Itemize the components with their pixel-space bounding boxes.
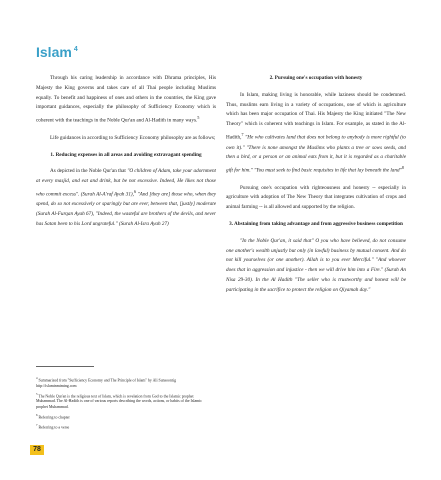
footnote-text: Referring to a verse: [38, 425, 70, 430]
page-number: 78: [33, 446, 41, 453]
footnote-item: [36, 413, 214, 421]
section-title: [36, 44, 78, 60]
title-footnote-ref: 4: [73, 46, 78, 54]
footnotes: [36, 376, 214, 433]
hadith-quote: "He who cultivates land that does not belong to anybody is more rightful (to own it)." "There is none amongst the Muslims who plants a tree or sows seeds, and then a bird, or a person or an animal eats from it, but it is regarded as a charitable gift for him." "You must seek to find basic requisites in life that lay beneath the land": [226, 134, 407, 174]
footnote-item: [36, 392, 214, 411]
paragraph-guidance: Life guidances in according to Sufficiency Economy philosophy are as follows;: [50, 134, 216, 141]
footnote-text: The Noble Qur'an is the religious text of Islam, which is revelation from God to the Islamic prophet Muhammad. The Al-Hadith is one of various reports describing the words, actions, or habits of the Islamic prophet Muhammad.: [36, 393, 203, 409]
paragraph-intro-text: Through his caring leadership in accordance with Dhrama principles, His Majesty the King governs and takes care of all Thai people including Muslims equally. To benefit and happiness of ones and others in the countries, the King gave important guidances, especially the philosophy of Sufficiency Economy which is coherent with the teachings in the Noble Qur'an and Al-Hadith in many ways.: [36, 75, 216, 124]
quote-text: "O children of Adam, take your adornment at every masjid, and eat and drink, but be not excessive. Indeed, He likes not those who commit excess". (Surah Al-A'raf Ayah 31),: [36, 168, 216, 198]
left-column: [36, 74, 216, 237]
heading-abstaining: 3. Abstaining from taking advantage and from aggressive business competition: [229, 221, 403, 228]
footnote-divider: [36, 366, 94, 367]
quote-text-2: "And [they are] those who, when they spend, do so not excessively or sparingly but are ever, between that, [justly] moderate (Surah Al-Furqan Ayah 67), "Indeed, the wasteful are brothers of the devils, and never has Satan been to his Lord ungrateful." (Surah Al-Isra Ayah 27): [36, 191, 217, 228]
footnote-number: 7: [36, 422, 38, 427]
paragraph-occupation: [226, 91, 406, 177]
footnote-ref: 7: [241, 131, 244, 137]
quote-lead: As depicted in the Noble Qur'an that: [50, 168, 126, 175]
right-column: [226, 74, 406, 303]
footnote-ref: 5: [197, 115, 200, 121]
footnote-text: Referring to chapter: [38, 414, 70, 419]
footnote-item: [36, 423, 214, 431]
heading-occupation-honesty: 2. Pursuing one's occupation with honesty: [269, 75, 363, 81]
footnote-number: 4: [36, 376, 38, 380]
footnote-number: 5: [36, 391, 38, 396]
paragraph-nisa-quote: "In the Noble Qur'an, it said that" O you who have believed, do not consume one another's wealth unjustly but only (in lawful) business by mutual consent. And do not kill yourselves (or one another). Allah is to you ever Merciful." "And whoever does that in aggression and injustice - then we will drive him into a Fire." (Surah An Nisa 29-30). In the Al Hadith "The seller who is trustworthy and honest will be participating in the sacrifice to protect the religion on Qiyamah day.": [226, 237, 406, 293]
paragraph-quran-quote: [36, 167, 216, 230]
paragraph-occupation-text: In Islam, making living is honorable, while laziness should be condemned. Thus, muslims earn living in a variety of occupations, one of which is agriculture which has been major occupation of Thai. His Majesty the King initiated "The New Theory" which is coherent with teachings in Islam. For example, as stated in the Al-Hadith,: [226, 91, 406, 141]
title-text: Islam: [36, 44, 72, 60]
footnote-ref: 6: [133, 188, 137, 194]
heading-reducing-expenses: 1. Reducing expenses in all areas and avoiding extravagant spending: [50, 151, 202, 158]
paragraph-intro: [36, 74, 216, 127]
paragraph-new-theory: Pursuing one's occupation with righteousness and honesty -- especially in agriculture with adoption of The New Theory that integrates cultivation of crops and animal farming -- is all allowed and supported by the religion.: [226, 184, 406, 211]
footnote-item: [36, 376, 214, 389]
footnote-ref: 8: [401, 165, 404, 171]
footnote-number: 6: [36, 412, 38, 417]
footnote-text: Summarized from "Sufficiency Economy and The Principle of Islam" by Ali Sunsoontig http://islaminmiming.com: [36, 378, 177, 388]
